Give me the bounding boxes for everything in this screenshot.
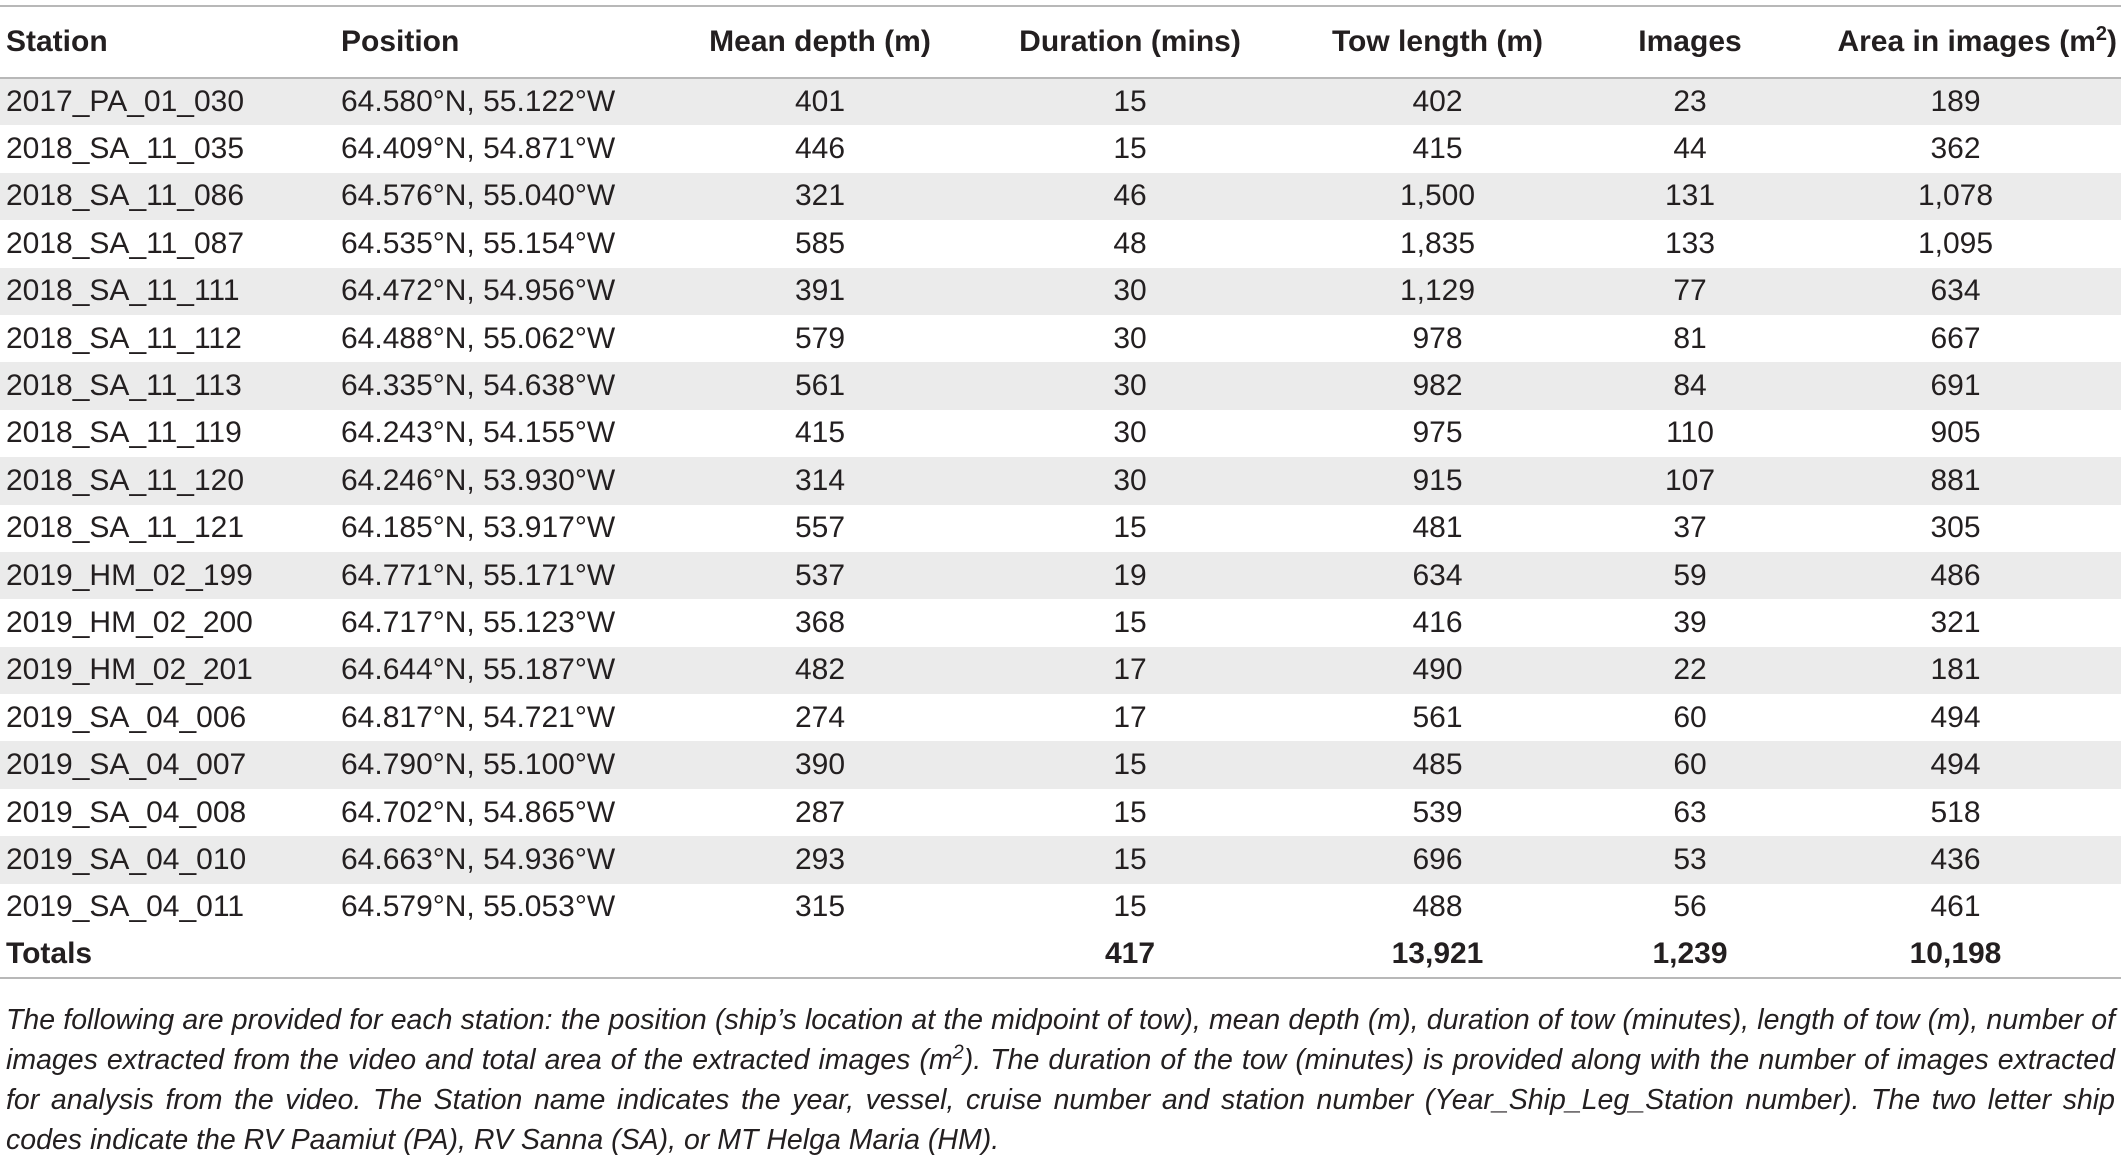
cell-mean-depth: 391 — [794, 274, 846, 308]
cell-area: 905 — [1930, 416, 1981, 450]
table-row — [0, 836, 2121, 883]
table-caption — [6, 1000, 2115, 1160]
cell-mean-depth: 537 — [794, 558, 846, 592]
caption-part-1: The following are provided for each station: the position (ship’s location at the midpoint of tow), mean depth (m), duration of tow (minutes), length of tow (m), number of images extracted from the video and total area of the extracted images (m — [6, 1004, 2115, 1076]
cell-station: 2019_SA_04_006 — [6, 700, 247, 734]
cell-mean-depth: 557 — [794, 511, 846, 545]
cell-area: 436 — [1930, 842, 1981, 876]
cell-station: 2018_SA_11_113 — [6, 369, 242, 403]
table-row — [0, 268, 2121, 315]
cell-station: 2018_SA_11_087 — [6, 226, 245, 260]
cell-area: 691 — [1930, 369, 1981, 403]
cell-mean-depth: 415 — [794, 416, 846, 450]
cell-duration: 15 — [1113, 890, 1147, 924]
cell-tow-length: 1,835 — [1399, 226, 1476, 260]
cell-mean-depth: 314 — [794, 463, 846, 497]
table-row — [0, 599, 2121, 646]
cell-position: 64.717°N, 55.123°W — [341, 605, 616, 639]
header-mean-depth: Mean depth (m) — [665, 6, 975, 78]
cell-station: 2018_SA_11_035 — [6, 132, 245, 166]
cell-duration: 30 — [1113, 463, 1147, 497]
cell-position: 64.243°N, 54.155°W — [341, 416, 616, 450]
cell-duration: 17 — [1113, 653, 1147, 687]
header-row — [0, 6, 2121, 78]
cell-images: 60 — [1673, 748, 1707, 782]
cell-area: 494 — [1930, 748, 1981, 782]
cell-duration: 15 — [1113, 795, 1147, 829]
cell-position: 64.488°N, 55.062°W — [341, 321, 616, 355]
cell-station: 2019_SA_04_007 — [6, 748, 247, 782]
cell-station: 2019_SA_04_011 — [6, 890, 245, 924]
cell-position: 64.335°N, 54.638°W — [341, 369, 616, 403]
cell-mean-depth: 579 — [794, 321, 846, 355]
cell-mean-depth: 401 — [794, 85, 846, 119]
cell-area: 189 — [1930, 85, 1981, 119]
totals-tow-length: 13,921 — [1285, 931, 1590, 978]
cell-area: 881 — [1930, 463, 1981, 497]
cell-station: 2018_SA_11_119 — [6, 416, 242, 450]
totals-duration: 417 — [975, 931, 1285, 978]
cell-station: 2019_HM_02_201 — [6, 653, 253, 687]
cell-tow-length: 915 — [1412, 463, 1463, 497]
cell-area: 494 — [1930, 700, 1981, 734]
cell-mean-depth: 274 — [794, 700, 846, 734]
totals-row — [0, 931, 2121, 978]
table-row — [0, 410, 2121, 457]
cell-images: 84 — [1673, 369, 1707, 403]
table-row — [0, 125, 2121, 172]
totals-area: 10,198 — [1790, 931, 2121, 978]
cell-images: 44 — [1673, 132, 1707, 166]
cell-images: 133 — [1664, 226, 1716, 260]
totals-position-empty — [335, 931, 665, 978]
table-row — [0, 220, 2121, 267]
table-row — [0, 362, 2121, 409]
header-area-close: ) — [2107, 25, 2117, 58]
cell-mean-depth: 390 — [794, 748, 846, 782]
header-area-sup: 2 — [2095, 23, 2107, 45]
table-footer — [0, 931, 2121, 978]
cell-duration: 15 — [1113, 132, 1147, 166]
cell-tow-length: 982 — [1412, 369, 1463, 403]
cell-station: 2018_SA_11_120 — [6, 463, 245, 497]
cell-position: 64.576°N, 55.040°W — [341, 179, 616, 213]
cell-duration: 30 — [1113, 321, 1147, 355]
header-tow-length: Tow length (m) — [1285, 6, 1590, 78]
cell-images: 22 — [1673, 653, 1707, 687]
cell-area: 181 — [1930, 653, 1981, 687]
cell-station: 2019_SA_04_010 — [6, 842, 247, 876]
cell-images: 53 — [1673, 842, 1707, 876]
cell-duration: 46 — [1113, 179, 1147, 213]
cell-tow-length: 488 — [1412, 890, 1463, 924]
cell-mean-depth: 287 — [794, 795, 846, 829]
cell-duration: 15 — [1113, 511, 1147, 545]
cell-mean-depth: 315 — [794, 890, 846, 924]
cell-tow-length: 978 — [1412, 321, 1463, 355]
cell-tow-length: 975 — [1412, 416, 1463, 450]
cell-position: 64.771°N, 55.171°W — [341, 558, 616, 592]
cell-position: 64.579°N, 55.053°W — [341, 890, 616, 924]
cell-mean-depth: 446 — [794, 132, 846, 166]
cell-duration: 15 — [1113, 85, 1147, 119]
cell-position: 64.790°N, 55.100°W — [341, 748, 616, 782]
cell-position: 64.185°N, 53.917°W — [341, 511, 616, 545]
cell-station: 2019_HM_02_200 — [6, 605, 253, 639]
cell-area: 667 — [1930, 321, 1981, 355]
cell-images: 39 — [1673, 605, 1707, 639]
cell-images: 59 — [1673, 558, 1707, 592]
cell-position: 64.644°N, 55.187°W — [341, 653, 616, 687]
header-area — [1790, 6, 2121, 78]
cell-tow-length: 415 — [1412, 132, 1463, 166]
cell-area: 1,095 — [1917, 226, 1994, 260]
cell-images: 63 — [1673, 795, 1707, 829]
table-row — [0, 315, 2121, 362]
cell-station: 2019_HM_02_199 — [6, 558, 253, 592]
cell-duration: 30 — [1113, 369, 1147, 403]
header-images: Images — [1590, 6, 1790, 78]
cell-tow-length: 1,500 — [1399, 179, 1476, 213]
cell-duration: 30 — [1113, 274, 1147, 308]
cell-position: 64.817°N, 54.721°W — [341, 700, 616, 734]
cell-images: 81 — [1673, 321, 1707, 355]
cell-mean-depth: 321 — [794, 179, 846, 213]
cell-area: 634 — [1930, 274, 1981, 308]
totals-images: 1,239 — [1590, 931, 1790, 978]
cell-images: 131 — [1664, 179, 1716, 213]
cell-mean-depth: 293 — [794, 842, 846, 876]
cell-area: 1,078 — [1917, 179, 1994, 213]
table-row — [0, 552, 2121, 599]
header-duration: Duration (mins) — [975, 6, 1285, 78]
table-body — [0, 78, 2121, 931]
cell-position: 64.535°N, 55.154°W — [341, 226, 616, 260]
table-header — [0, 6, 2121, 78]
cell-duration: 15 — [1113, 605, 1147, 639]
cell-mean-depth: 482 — [794, 653, 846, 687]
cell-duration: 17 — [1113, 700, 1147, 734]
totals-depth-empty — [665, 931, 975, 978]
cell-tow-length: 696 — [1412, 842, 1463, 876]
cell-duration: 15 — [1113, 748, 1147, 782]
cell-images: 110 — [1666, 416, 1714, 450]
cell-duration: 48 — [1113, 226, 1147, 260]
table-row — [0, 78, 2121, 125]
cell-position: 64.472°N, 54.956°W — [341, 274, 616, 308]
cell-tow-length: 481 — [1412, 511, 1463, 545]
table-row — [0, 694, 2121, 741]
cell-tow-length: 490 — [1412, 653, 1463, 687]
cell-station: 2018_SA_11_121 — [6, 511, 245, 545]
cell-tow-length: 539 — [1412, 795, 1463, 829]
cell-duration: 30 — [1113, 416, 1147, 450]
cell-duration: 19 — [1113, 558, 1147, 592]
cell-position: 64.580°N, 55.122°W — [341, 85, 616, 119]
cell-tow-length: 416 — [1412, 605, 1463, 639]
cell-images: 60 — [1673, 700, 1707, 734]
table-row — [0, 741, 2121, 788]
cell-images: 56 — [1673, 890, 1707, 924]
cell-position: 64.702°N, 54.865°W — [341, 795, 616, 829]
cell-area: 518 — [1930, 795, 1981, 829]
cell-tow-length: 485 — [1412, 748, 1463, 782]
cell-area: 305 — [1930, 511, 1981, 545]
station-table — [0, 5, 2121, 979]
table-row — [0, 505, 2121, 552]
cell-images: 37 — [1673, 511, 1707, 545]
cell-station: 2018_SA_11_112 — [6, 321, 242, 355]
cell-station: 2017_PA_01_030 — [6, 85, 245, 119]
caption-sup: 2 — [952, 1041, 964, 1064]
cell-images: 107 — [1664, 463, 1716, 497]
cell-mean-depth: 368 — [794, 605, 846, 639]
table-row — [0, 173, 2121, 220]
table-row — [0, 789, 2121, 836]
cell-mean-depth: 561 — [794, 369, 846, 403]
header-area-text: Area in images (m — [1837, 25, 2096, 58]
caption-part-2: ). The duration of the tow (minutes) is provided along with the number of images extracted for analysis from the video. The Station name indicates the year, vessel, cruise number and station number (Year_Ship_Leg_Station number). The two letter ship codes indicate the RV Paamiut (PA), RV Sanna (SA), or MT Helga Maria (HM). — [6, 1044, 2115, 1156]
cell-area: 362 — [1930, 132, 1981, 166]
cell-tow-length: 402 — [1412, 85, 1463, 119]
cell-station: 2018_SA_11_086 — [6, 179, 245, 213]
cell-position: 64.663°N, 54.936°W — [341, 842, 616, 876]
cell-mean-depth: 585 — [794, 226, 846, 260]
cell-position: 64.246°N, 53.930°W — [341, 463, 616, 497]
cell-area: 486 — [1930, 558, 1981, 592]
cell-tow-length: 1,129 — [1399, 274, 1476, 308]
cell-area: 321 — [1930, 605, 1981, 639]
cell-position: 64.409°N, 54.871°W — [341, 132, 616, 166]
table-row — [0, 884, 2121, 931]
table-row — [0, 647, 2121, 694]
cell-station: 2018_SA_11_111 — [6, 274, 240, 308]
header-position: Position — [335, 6, 665, 78]
cell-duration: 15 — [1113, 842, 1147, 876]
cell-station: 2019_SA_04_008 — [6, 795, 247, 829]
cell-images: 77 — [1673, 274, 1707, 308]
cell-images: 23 — [1673, 85, 1707, 119]
cell-area: 461 — [1930, 890, 1981, 924]
totals-label: Totals — [0, 931, 335, 978]
cell-tow-length: 634 — [1412, 558, 1463, 592]
cell-tow-length: 561 — [1412, 700, 1463, 734]
header-station: Station — [0, 6, 335, 78]
table-row — [0, 457, 2121, 504]
